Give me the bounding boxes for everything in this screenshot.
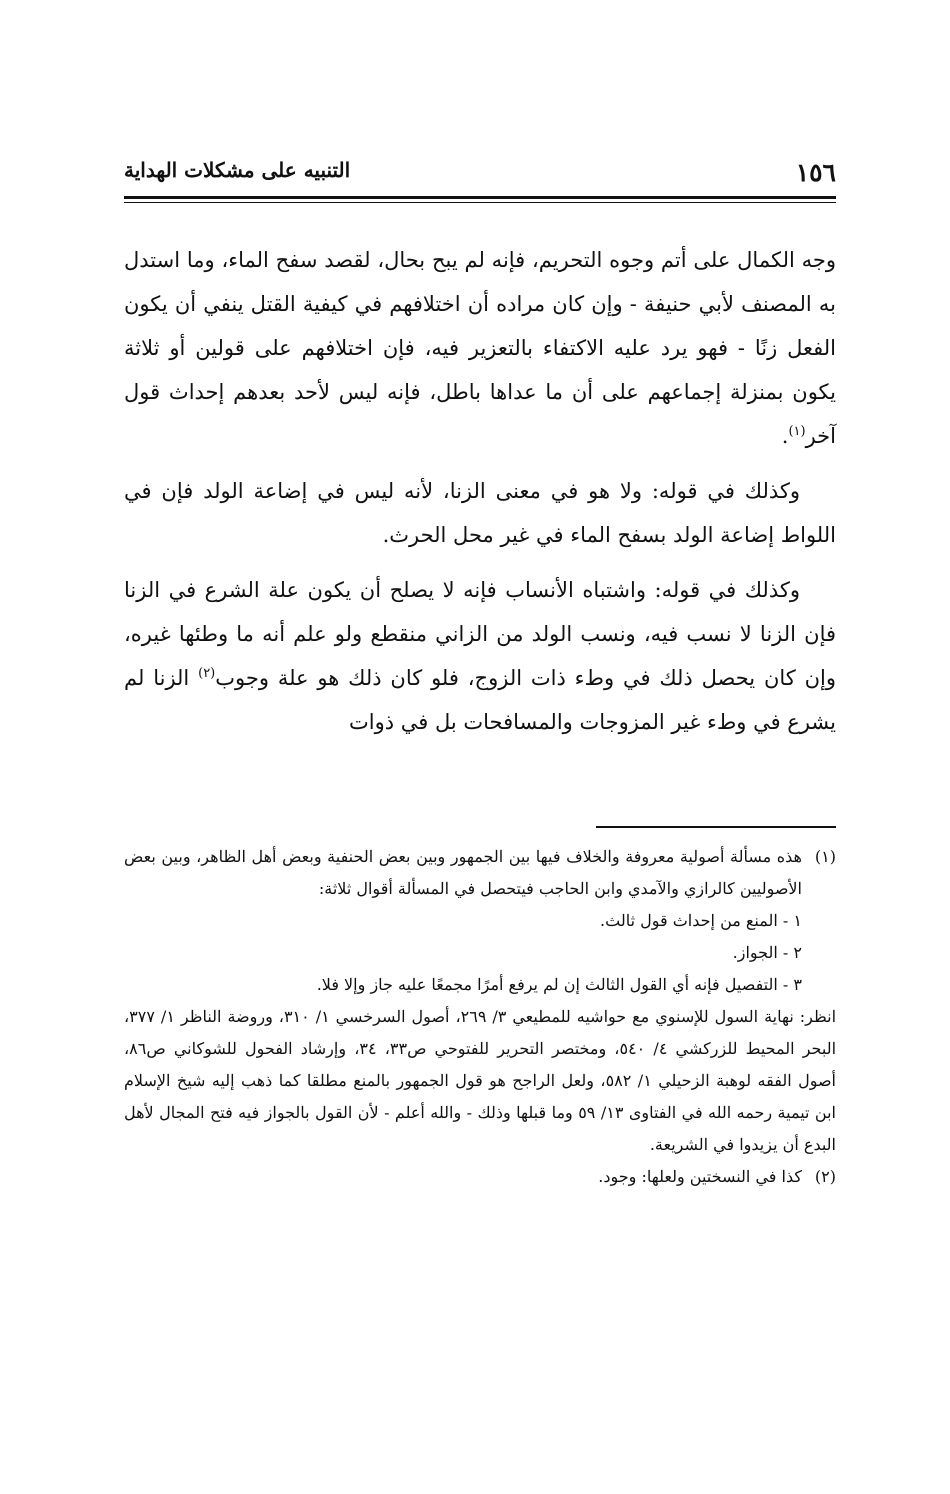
- page-number: ١٥٦: [795, 158, 836, 187]
- footnote-1-number: (١): [814, 847, 836, 866]
- paragraph-1: [124, 238, 836, 458]
- footnote-marker-1: (١): [788, 424, 806, 439]
- footnote-marker-2: (٢): [198, 666, 216, 681]
- footnote-2: [124, 1161, 836, 1193]
- footnotes: [124, 841, 836, 1193]
- paragraph-3: [124, 568, 836, 744]
- footnote-separator: [596, 826, 836, 828]
- footnote-1-line-1: هذه مسألة أصولية معروفة والخلاف فيها بين الجمهور وبين بعض الحنفية وبعض أهل الظاهر، وبين بعض الأصوليين كالرازي والآمدي وابن الحاجب فيتحصل في المسألة أقوال ثلاثة:: [124, 847, 802, 898]
- footnote-1-line-4: ٣ - التفصيل فإنه أي القول الثالث إن لم يرفع أمرًا مجمعًا عليه جاز وإلا فلا.: [316, 975, 802, 994]
- footnote-2-text: كذا في النسختين ولعلها: وجود.: [598, 1167, 802, 1186]
- paragraph-1-text: وجه الكمال على أتم وجوه التحريم، فإنه لم يبح بحال، لقصد سفح الماء، وما استدل به المصنف لأبي حنيفة - وإن كان مراده أن اختلافهم في كيفية القتل ينفي أن يكون الفعل زنًا - فهو يرد عليه الاكتفاء بالتعزير فيه، فإن اختلافهم على قولين أو ثلاثة يكون بمنزلة إجماعهم على أن ما عداها باطل، فإنه ليس لأحد بعدهم إحداث قول آخر: [124, 248, 836, 448]
- page-header: [124, 150, 836, 190]
- paragraph-1-tail: .: [781, 424, 789, 448]
- paragraph-3-text-before: وكذلك في قوله: واشتباه الأنساب فإنه لا يصلح أن يكون علة الشرع في الزنا فإن الزنا لا نسب فيه، ونسب الولد من الزاني منقطع ولو علم أنه ما وطئها غيره، وإن كان يحصل ذلك في وطء ذات الزوج، فلو كان ذلك هو علة وجوب: [124, 578, 836, 690]
- paragraph-3-text-after: الزنا لم يشرع في وطء غير المزوجات والمسافحات بل في ذوات: [124, 666, 836, 734]
- footnote-1-line-2: ١ - المنع من إحداث قول ثالث.: [600, 911, 802, 930]
- footnote-1-body: [124, 841, 837, 1161]
- header-rule-thin: [124, 202, 836, 203]
- main-text: [124, 238, 836, 755]
- footnote-2-number: (٢): [814, 1167, 836, 1186]
- footnote-1-reference: انظر: نهاية السول للإسنوي مع حواشيه للمطيعي ٣/ ٢٦٩، أصول السرخسي ١/ ٣١٠، وروضة الناظر ١/ ٣٧٧، البحر المحيط للزركشي ٤/ ٥٤٠، ومختصر التحرير للفتوحي ص٣٣، ٣٤، وإرشاد الفحول للشوكاني ص٨٦، أصول الفقه لوهبة الزحيلي ١/ ٥٨٢، ولعل الراجح هو قول الجمهور بالمنع مطلقا كما ذهب إليه شيخ الإسلام ابن تيمية رحمه الله في الفتاوى ١٣/ ٥٩ وما قبلها وذلك - والله أعلم - لأن القول بالجواز فيه فتح المجال لأهل البدع أن يزيدوا في الشريعة.: [124, 1007, 837, 1154]
- footnote-1-line-3: ٢ - الجواز.: [732, 943, 802, 962]
- header-rule-thick: [124, 196, 836, 199]
- running-title: التنبيه على مشكلات الهداية: [124, 158, 351, 182]
- paragraph-2: وكذلك في قوله: ولا هو في معنى الزنا، لأنه ليس في إضاعة الولد فإن في اللواط إضاعة الولد بسفح الماء في غير محل الحرث.: [124, 479, 836, 547]
- footnote-1: [124, 841, 836, 1161]
